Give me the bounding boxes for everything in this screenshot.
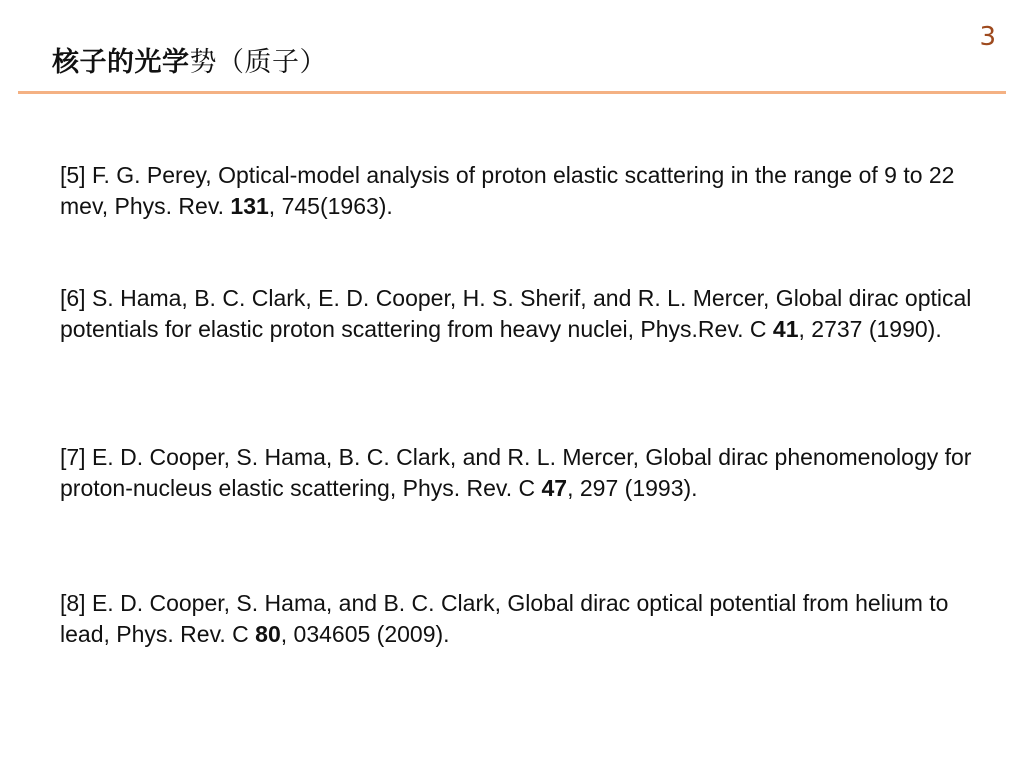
page-number: 3 [979,22,996,52]
reference-text: [7] E. D. Cooper, S. Hama, B. C. Clark, and R. L. Mercer, Global dirac phenomenology for proton-nucleus elastic scattering, Phys. Rev. C [60,444,972,501]
reference-text: [8] E. D. Cooper, S. Hama, and B. C. Clark, Global dirac optical potential from helium to lead, Phys. Rev. C [60,590,949,647]
reference-6 [60,283,980,345]
slide-title-bold: 核子的光学 [52,47,190,78]
reference-text-end: , 034605 (2009). [280,621,450,647]
reference-volume: 131 [230,193,269,219]
reference-volume: 41 [772,316,799,342]
reference-text-end: , 745(1963). [268,193,393,219]
reference-text-end: , 297 (1993). [567,475,698,501]
reference-8 [60,588,980,650]
slide-title [52,40,327,79]
reference-text: [6] S. Hama, B. C. Clark, E. D. Cooper, H. S. Sherif, and R. L. Mercer, Global dirac optical potentials for elastic proton scattering from heavy nuclei, Phys.Rev. C [60,285,972,342]
reference-7 [60,442,980,504]
reference-volume: 80 [255,621,281,647]
reference-5 [60,160,980,222]
reference-volume: 47 [541,475,568,501]
slide-title-light: 势（质子） [189,47,327,78]
reference-text-end: , 2737 (1990). [798,316,942,342]
reference-text: [5] F. G. Perey, Optical-model analysis of proton elastic scattering in the range of 9 to 22 mev, Phys. Rev. [60,162,955,219]
title-divider [18,91,1006,94]
